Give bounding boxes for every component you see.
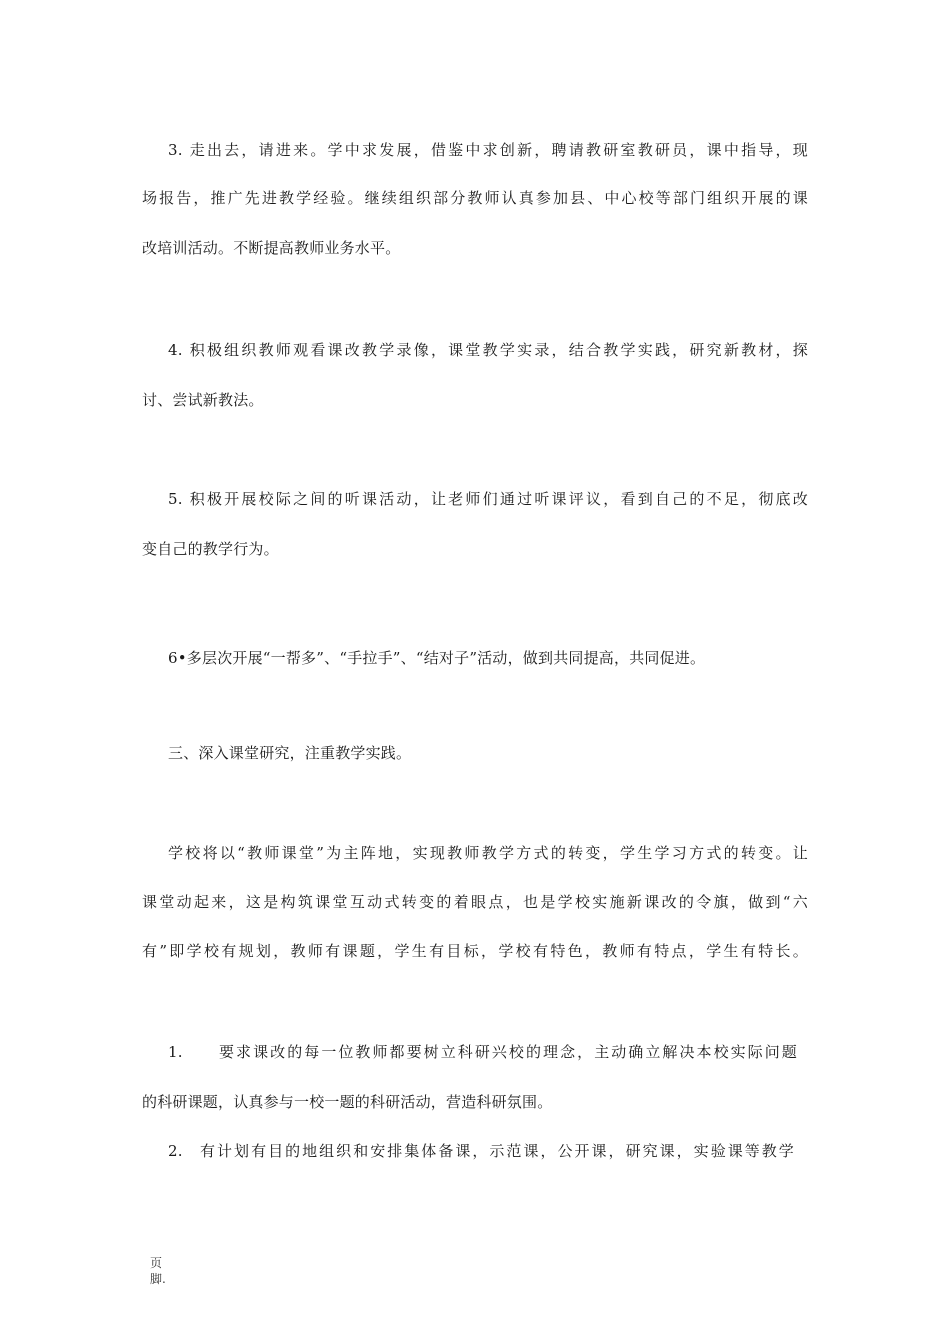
footer-line-2: 脚. xyxy=(150,1272,166,1286)
item-1-number: 1. xyxy=(168,1043,183,1061)
school-paragraph-line-1: 学校将以“教师课堂”为主阵地，实现教师教学方式的转变，学生学习方式的转变。让 xyxy=(168,844,808,862)
school-paragraph-line-2: 课堂动起来，这是构筑课堂互动式转变的着眼点，也是学校实施新课改的令旗，做到“六 xyxy=(142,893,808,911)
paragraph-4-line-1: 4. 积极组织教师观看课改教学录像，课堂教学实录，结合教学实践，研究新教材，探 xyxy=(168,341,808,359)
paragraph-5-line-2: 变自己的教学行为。 xyxy=(142,540,279,558)
paragraph-5-line-1: 5. 积极开展校际之间的听课活动，让老师们通过听课评议，看到自己的不足，彻底改 xyxy=(168,490,808,508)
paragraph-3-line-3: 改培训活动。不断提高教师业务水平。 xyxy=(142,239,401,257)
section-3-heading: 三、深入课堂研究，注重教学实践。 xyxy=(168,744,412,762)
item-1-line-2: 的科研课题，认真参与一校一题的科研活动，营造科研氛围。 xyxy=(142,1093,553,1111)
paragraph-3-line-2: 场报告，推广先进教学经验。继续组织部分教师认真参加县、中心校等部门组织开展的课 xyxy=(142,189,808,207)
footer-line-1: 页 xyxy=(150,1256,163,1270)
paragraph-3-line-1: 3. 走出去，请进来。学中求发展，借鉴中求创新，聘请教研室教研员，课中指导，现 xyxy=(168,141,808,159)
item-2-number: 2. xyxy=(168,1142,183,1160)
school-paragraph-line-3: 有”即学校有规划，教师有课题，学生有目标，学校有特色，教师有特点，学生有特长。 xyxy=(142,942,808,960)
item-1-line-1: 要求课改的每一位教师都要树立科研兴校的理念，主动确立解决本校实际问题 xyxy=(219,1043,797,1061)
paragraph-6-line-1: 6•多层次开展“一帮多”、“手拉手”、“结对子”活动，做到共同提高，共同促进。 xyxy=(168,649,706,667)
item-2-line-1: 有计划有目的地组织和安排集体备课，示范课，公开课，研究课，实验课等教学 xyxy=(200,1142,794,1160)
paragraph-4-line-2: 讨、尝试新教法。 xyxy=(142,391,264,409)
